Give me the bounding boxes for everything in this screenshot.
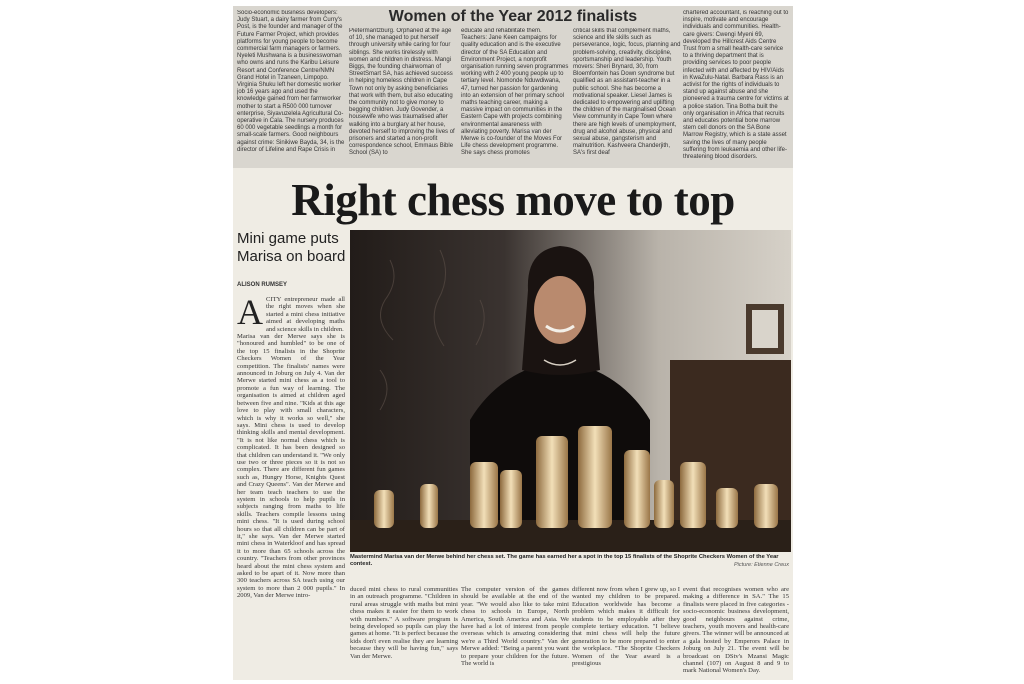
article-body-4: different now from when I grew up, so I wanted my children to be prepared. Education worldwide has become a problem which makes it difficult for students to be employable after they complete tertiary education. "I believe that mini chess will help the future generation to be more prepared to enter the workplace. "The Shoprite Checkers Women of the Year award is a prestigious (572, 586, 680, 668)
finalists-text-2: Pietermaritzburg. Orphaned at the age of 10, she managed to put herself through university while caring for four siblings. She works tirelessly with women and children in distress. Mangi Biggs, the founding chairwoman of StreetSmart SA, has achieved success in helping homeless children in Cape Town not only by asking beneficiaries that work with them, but also educating the community not to give money to begging children. Judy Govender, a housewife who was traumatised after walking into a burglary at her house, devoted herself to improving the lives of prisoners and started a non-profit correspondence school, Emmaus Bible School (SA) to (349, 28, 455, 157)
finalists-column-2 (349, 28, 457, 166)
article-headline: Right chess move to top (291, 175, 735, 225)
article-lead: CITY entrepreneur made all the right moves when she started a mini chess initiative aimed at developing maths and science skills in children. (266, 296, 345, 333)
drop-cap: A (237, 296, 263, 332)
finalists-column-1 (237, 10, 345, 166)
finalists-column-3 (461, 28, 569, 166)
article-left-column (237, 296, 345, 680)
finalists-text-3: educate and rehabilitate them. Teachers: Jane Keen campaigns for quality education and is the executive director of the SA Education and Environment Project, a nonprofit organisation running seven programmes working with 2 400 young people up to tertiary level. Nomonde Nduwdiwana, 47, turned her passion for gardening into an extension of her primary school maths teaching career, making a massive impact on communities in the Eastern Cape with projects combining environmental awareness with alleviating poverty. Marisa van der Merwe is co-founder of the Moves For Life chess development programme. She says chess promotes (461, 28, 569, 157)
article-body-5: event that recognises women who are making a difference in SA." The 15 finalists were placed in five categories - socio-economic business development, good neighbours against crime, teachers, youth movers and health-care givers. The winner will be announced at a gala hosted by Emperors Palace in Joburg on July 21. The event will be broadcast on DStv's Mzansi Magic channel (107) on August 8 and 9 to mark National Women's Day. (683, 586, 789, 675)
finalists-column-4 (573, 28, 681, 166)
newspaper-clipping (233, 6, 793, 680)
finalists-text-4: critical skills that complement maths, science and life skills such as perseverance, logic, focus, planning and problem-solving, creativity, discipline, sportsmanship and leadership. Youth movers: Sheri Brynard, 30, from Bloemfontein has Down syndrome but qualified as an assistant-teacher in a public school. She has become a motivational speaker. Liesel James is dedicated to empowering and uplifting the children of the marginalised Ocean View community in Cape Town where there are high levels of unemployment, drug and alcohol abuse, physical and sexual abuse, gangsterism and malnutrition. Kashveera Chanderjith, SA's first deaf (573, 28, 681, 157)
article-body-3: The computer version of the games should be available at the end of the year. "We would also like to take mini chess to schools in Europe, North America, South America and Asia. We have had a lot of interest from people overseas which is amazing considering we're a Third World country." Van der Merwe added: "Being a parent you want to prepare your children for the future. The world is (461, 586, 569, 668)
article-column-2 (350, 586, 458, 680)
finalists-box (233, 6, 793, 168)
finalists-title: Women of the Year 2012 finalists (388, 8, 638, 25)
article-column-5 (683, 586, 789, 680)
article-byline: ALISON RUMSEY (237, 282, 288, 288)
photo-credit: Picture: Etienne Creux (733, 562, 789, 568)
chess-photo (350, 230, 791, 552)
article-subheadline: Mini game puts Marisa on board (237, 230, 346, 265)
article-column-3 (461, 586, 569, 680)
article-body-left: Marisa van der Merwe says she is "honoured and humbled" to be one of the top 15 finalists in the Shoprite Checkers Women of the Year competition. The finalists' names were announced in Joburg on July 4. Van der Merwe started mini chess as a tool to promote a fun way of learning. The organisation is aimed at children aged between five and nine. "Kids at this age love to play with small characters, which is why it works so well," she says. Mini chess is used to develop thinking skills and mental development. "It is not like normal chess which is complicated. It has been designed so that children can understand it. "We only use two or three pieces so it is not so complex. There are different fun games such as, Hungry Horse, Knights Quest and Crazy Queens". Van der Merwe and her team teach teachers to use the system in schools to help pupils in subjects ranging from maths to life skills. Teachers compile lessons using mini chess. "It is used during school hours so that all children can be part of it," she says. Van der Merwe started mini chess in Waterkloof and has spread it to more than 65 schools across the country. "Teachers from other provinces heard about the mini chess system and asked to be apart of it. Now more than 300 teachers across SA teach using our system to more than 2 000 pupils." In 2009, Van der Merwe intro- (237, 333, 345, 600)
photo-illustration (350, 230, 791, 552)
finalists-text-5: chartered accountant, is reaching out to inspire, motivate and encourage individuals and communities. Health-care givers: Cwengi Myeni 69, developed the Hillcrest Aids Centre Trust from a small health-care service to a thriving department that is providing services to poor people infected with and affected by HIV/Aids in KwaZulu-Natal. Barbara Rass is an activist for the rights of individuals to stand up against abuse and she pioneered a trauma centre for victims at a police station. Tina Botha built the only organisation in Africa that recruits and educates potential bone marrow stem cell donors on the SA Bone Marrow Registry, which is a state asset saving the lives of many people suffering from leukaemia and other life-threatening blood disorders. (683, 10, 789, 161)
finalists-text-1: Socio-economic business developers: Judy Stuart, a dairy farmer from Curry's Post, is the founder and manager of the Future Farmer Project, which provides platforms for young people to become commercial farm managers or farmers. Nyeleti Mushwana is a businesswoman who owns and runs the Karibu Leisure Resort and Conference Centre/NMN Grand Hotel in Tzaneen, Limpopo. Virginia Shuku left her domestic worker job 16 years ago and used the knowledge gained from her farmworker mother to start a R500 000 turnover enterprise, Siyavuzelela Agricultural Co-operative in Cala. The nursery produces 60 000 vegetable seedlings a month for small-scale farmers. Good neighbours against crime: Sinikiwe Bayda, 34, is the director of Lifeline and Rape Crisis in (237, 10, 345, 153)
article-column-4 (572, 586, 680, 680)
photo-caption: Mastermind Marisa van der Merwe behind her chess set. The game has earned her a spot in the top 15 finalists of the Shoprite Checkers Women of the Year contest. (350, 554, 779, 567)
article-body-2: duced mini chess to rural communities in an outreach programme. "Children in rural areas struggle with maths but mini chess makes it easier for them to work with numbers." A software program is being developed so pupils can play the games at home. "It is perfect because the kids don't even realise they are learning because they will be having fun," says Van der Merwe. (350, 586, 458, 660)
finalists-column-5 (683, 10, 789, 166)
